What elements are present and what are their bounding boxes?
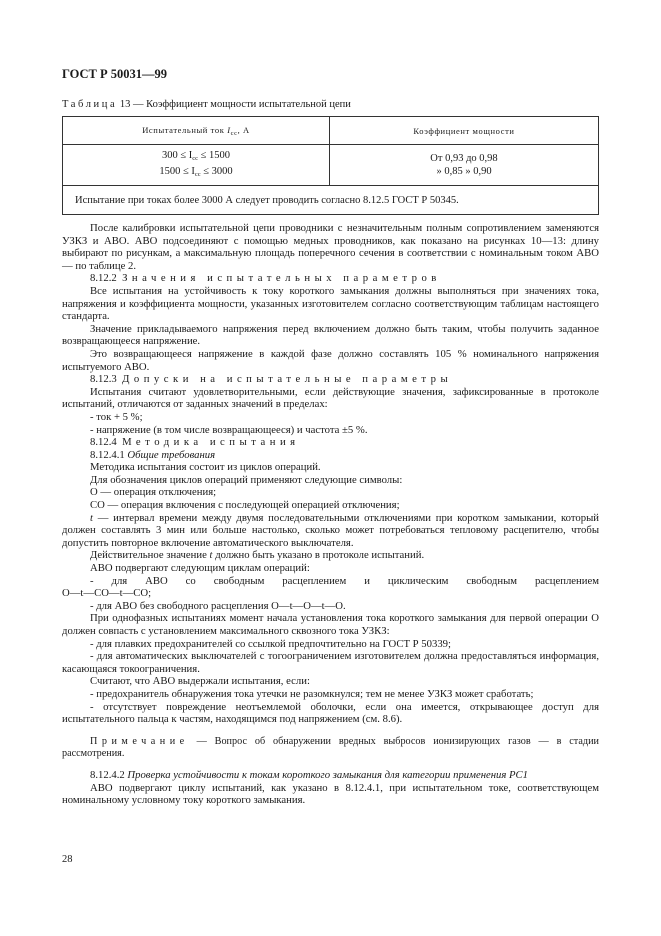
paragraph-text: — интервал времени между двумя последовательными отключениями при коротком замыкании, который должен составлять 3 мин или больше настолько, сколько может потребоваться тепловому расцепителю, чтобы допустить повторное включение автоматического выключателя. xyxy=(62,511,599,549)
document-header: ГОСТ Р 50031—99 xyxy=(62,67,168,81)
power-factor-table xyxy=(62,116,599,215)
paragraph: Методика испытания состоит из циклов операций. xyxy=(90,461,321,474)
table-footer-note: Испытание при токах более 3000 А следует проводить согласно 8.12.5 ГОСТ Р 50345. xyxy=(63,186,599,215)
header-current-unit: , А xyxy=(237,124,250,135)
paragraph: При однофазных испытаниях момент начала установления тока короткого замыкания для первой операции О должен совпасть с установлением максимального сквозного тока УЗКЗ: xyxy=(62,612,599,637)
section-title: Общие требования xyxy=(127,448,216,461)
section-title: Допуски на испытательные параметры xyxy=(122,373,453,386)
section-title: Методика испытания xyxy=(122,436,300,449)
power-factor-1: От 0,93 до 0,98 xyxy=(430,153,498,164)
paragraph: Для обозначения циклов операций применяют следующие символы: xyxy=(90,473,403,486)
current-range-1 xyxy=(63,149,329,165)
range2-post: ≤ 3000 xyxy=(200,166,233,177)
range2-text: 1500 ≤ I xyxy=(159,166,195,177)
header-current-sub: cc xyxy=(230,129,238,137)
paragraph: Это возвращающееся напряжение в каждой фазе должно составлять 105 % номинального напряжения испытуемого АВО. xyxy=(62,347,599,373)
note-text: — Вопрос об обнаружении вредных выбросов ионизирующих газов — в стадии рассмотрения. xyxy=(62,735,599,760)
list-item: - для АВО без свободного расцепления О—t—О—t—О. xyxy=(90,599,346,612)
symbol-t: t xyxy=(209,549,213,562)
range1-text: 300 ≤ I xyxy=(161,150,193,161)
list-item: - предохранитель обнаружения тока утечки не разомкнулся; тем не менее УЗКЗ может сработать; xyxy=(90,687,534,700)
section-heading-8-12-4 xyxy=(62,436,599,449)
paragraph-text: должно быть указано в протоколе испытаний. xyxy=(212,549,425,562)
header-current-text: Испытательный ток xyxy=(142,124,228,135)
document-body xyxy=(62,222,599,807)
table-cell-current-ranges xyxy=(63,145,330,186)
range1-post: ≤ 1500 xyxy=(198,150,231,161)
list-item: - для АВО со свободным расцеплением и циклическим свободным расцеплением xyxy=(90,574,599,587)
list-item: - для автоматических выключателей с тогоограничением изготовителем должна предоставляться информация, касающаяся токоограничения. xyxy=(62,650,599,675)
table-cell-power-factors xyxy=(330,145,599,186)
paragraph: АВО подвергают циклу испытаний, как указано в 8.12.4.1, при испытательном токе, соответствующем номинальному условному току короткого замыкания. xyxy=(62,781,599,807)
section-heading-8-12-4-2 xyxy=(62,769,599,782)
paragraph: Значение прикладываемого напряжения перед включением должно быть таким, чтобы получить заданное возвращающееся напряжение. xyxy=(62,322,599,348)
section-heading-8-12-3 xyxy=(62,373,599,386)
section-number: 8.12.3 xyxy=(90,373,117,386)
table-caption-prefix: Таблица xyxy=(62,99,118,110)
table-header-current xyxy=(63,117,330,145)
range2-sub: cc xyxy=(194,171,201,178)
section-title: Проверка устойчивости к токам короткого замыкания для категории применения РС1 xyxy=(127,768,529,781)
page-number: 28 xyxy=(62,854,73,865)
paragraph: Испытания считают удовлетворительными, если действующие значения, зафиксированные в протоколе испытаний, отличаются от заданных значений в пределах: xyxy=(62,385,599,411)
section-heading-8-12-2 xyxy=(62,272,599,285)
paragraph: СО — операция включения с последующей операцией отключения; xyxy=(90,499,400,512)
paragraph: После калибровки испытательной цепи проводники с незначительным полным сопротивлением заменяются УЗКЗ и АВО. АВО подсоединяют с помощью медных проводников, как показано на рисунках 10—13: длину выбирают по рисункам, а максимальную площадь поперечного сечения в соответствии с номинальным током АВО — по таблице 2. xyxy=(62,222,599,272)
symbol-t: t xyxy=(90,511,93,524)
paragraph xyxy=(62,512,599,550)
table-caption-text: 13 — Коэффициент мощности испытательной цепи xyxy=(119,99,351,110)
range1-sub: cc xyxy=(192,155,199,162)
section-title: Значения испытательных параметров xyxy=(122,272,441,285)
paragraph xyxy=(62,549,599,562)
list-item: - отсутствует повреждение неотъемлемой оболочки, если она имеется, открывающее доступ для испытательного пальца к частям, находящимся под напряжением (см. 8.6). xyxy=(62,700,599,726)
table-header-power-factor: Коэффициент мощности xyxy=(330,117,599,145)
paragraph: АВО подвергают следующим циклам операций: xyxy=(90,562,310,575)
header-current-var: I xyxy=(227,124,231,135)
list-item: - напряжение (в том числе возвращающееся) и частота ±5 %. xyxy=(90,423,368,436)
power-factor-2: » 0,85 » 0,90 xyxy=(436,166,492,177)
paragraph: Считают, что АВО выдержали испытания, если: xyxy=(90,675,310,688)
paragraph: О — операция отключения; xyxy=(90,486,217,499)
section-heading-8-12-4-1 xyxy=(62,449,599,462)
paragraph-text: Действительное значение xyxy=(90,549,210,562)
note-label: Примечание xyxy=(90,735,189,747)
section-number: 8.12.2 xyxy=(90,272,117,285)
section-number: 8.12.4.2 xyxy=(90,768,125,781)
table-caption xyxy=(62,99,351,110)
section-number: 8.12.4 xyxy=(90,436,117,449)
note xyxy=(62,736,599,761)
paragraph: Все испытания на устойчивость к току короткого замыкания должны выполняться при значениях тока, напряжения и коэффициента мощности, указанных изготовителем согласно соответствующим таблицам настоящего стандарта. xyxy=(62,284,599,323)
section-number: 8.12.4.1 xyxy=(90,448,125,461)
list-item: - ток + 5 %; xyxy=(90,410,143,423)
current-range-2 xyxy=(63,165,329,181)
cycle-sequence: О—t—СО—t—СО; xyxy=(62,587,152,600)
list-item: - для плавких предохранителей со ссылкой предпочтительно на ГОСТ Р 50339; xyxy=(90,637,451,650)
